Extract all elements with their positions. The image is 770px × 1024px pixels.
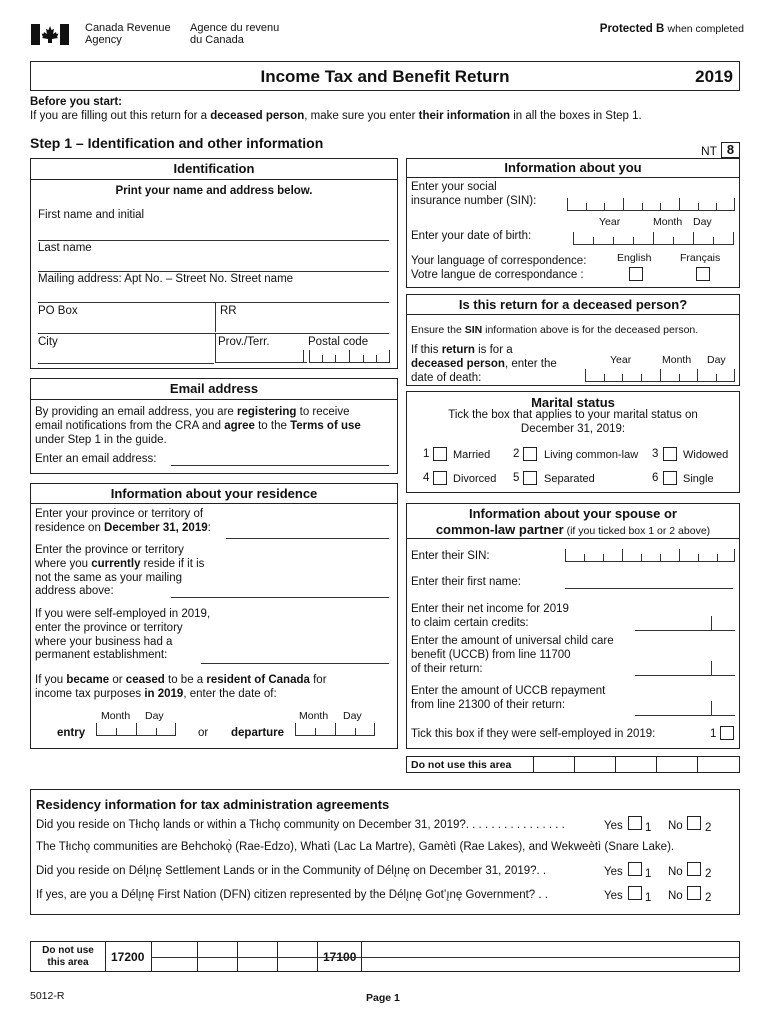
separated-checkbox[interactable] (523, 471, 537, 485)
last-name-field[interactable] (38, 271, 389, 272)
first-name-field[interactable] (38, 240, 389, 241)
canada-flag-logo (31, 24, 69, 45)
rr-label: RR (220, 305, 237, 317)
single-checkbox[interactable] (663, 471, 677, 485)
english-checkbox[interactable] (629, 267, 643, 281)
deceased-question: If this return is for a deceased person, enter the date of death: (411, 344, 557, 384)
identification-section (30, 158, 398, 369)
identification-header: Identification (31, 159, 397, 180)
married-num: 1 (423, 448, 430, 460)
q1-no-checkbox[interactable] (687, 816, 701, 830)
divorced-checkbox[interactable] (433, 471, 447, 485)
nt-value: 8 (721, 142, 740, 158)
q2-no-label: No (668, 866, 683, 878)
title-bar (30, 61, 740, 91)
q1-yes-num: 1 (645, 822, 652, 834)
single-label: Single (683, 473, 714, 485)
departure-date-field[interactable] (295, 724, 375, 736)
q1-no-num: 2 (705, 822, 712, 834)
widowed-num: 3 (652, 448, 659, 460)
q3-yes-label: Yes (604, 890, 623, 902)
residence-province-field[interactable] (226, 538, 389, 539)
mailing-address-field[interactable] (38, 302, 389, 303)
print-instruction: Print your name and address below. (115, 185, 313, 197)
q3-no-checkbox[interactable] (687, 886, 701, 900)
common-law-checkbox[interactable] (523, 447, 537, 461)
q1-yes-label: Yes (604, 820, 623, 832)
spouse-header: Information about your spouse or common-law partner (if you ticked box 1 or 2 above) (407, 506, 739, 539)
email-label: Enter an email address: (35, 453, 157, 465)
departure-day-label: Day (343, 710, 362, 722)
q2-yes-checkbox[interactable] (628, 862, 642, 876)
residency-header: Residency information for tax administration agreements (36, 797, 390, 812)
spouse-sin-label: Enter their SIN: (411, 550, 490, 562)
postal-code-field[interactable] (309, 351, 390, 363)
spouse-net-income-field[interactable] (635, 619, 735, 631)
protected-label: Protected B when completed (599, 23, 744, 35)
residency-q2: Did you reside on Délı̨nę Settlement Lands or in the Community of Délı̨nę on December 31, 2019?. . (36, 865, 547, 877)
residence-q1: Enter your province or territory of residence on December 31, 2019: (35, 508, 211, 534)
mailing-address-label: Mailing address: Apt No. – Street No. Street name (38, 273, 294, 285)
q1-yes-checkbox[interactable] (628, 816, 642, 830)
spouse-self-employed-num: 1 (710, 728, 717, 740)
spouse-uccb-field[interactable] (635, 664, 735, 676)
po-box-rr-field[interactable] (38, 333, 389, 334)
death-year-label: Year (610, 354, 632, 366)
spouse-section (406, 503, 740, 749)
death-date-field[interactable] (585, 370, 735, 382)
city-field[interactable] (38, 363, 214, 364)
dob-label: Enter your date of birth: (411, 230, 532, 242)
email-section (30, 378, 398, 474)
current-province-field[interactable] (171, 597, 389, 598)
prov-label: Prov./Terr. (218, 336, 270, 348)
q1-no-label: No (668, 820, 683, 832)
q2-no-num: 2 (705, 868, 712, 880)
footer-code-17100: 17100 (323, 950, 357, 964)
widowed-checkbox[interactable] (663, 447, 677, 461)
marital-subtext: Tick the box that applies to your marital status on December 31, 2019: (448, 409, 698, 435)
francais-checkbox[interactable] (696, 267, 710, 281)
page-number: Page 1 (366, 992, 400, 1004)
email-field[interactable] (171, 465, 389, 466)
footer-dnu-label: Do not use this area (42, 945, 94, 968)
q2-yes-num: 1 (645, 868, 652, 880)
q3-no-label: No (668, 890, 683, 902)
do-not-use-area (406, 756, 740, 773)
entry-date-field[interactable] (96, 724, 176, 736)
entry-month-label: Month (101, 710, 131, 722)
q2-yes-label: Yes (604, 866, 623, 878)
footer-do-not-use-area (30, 941, 740, 972)
postal-code-label: Postal code (308, 336, 369, 348)
step1-heading: Step 1 – Identification and other information (30, 135, 324, 151)
last-name-label: Last name (38, 242, 92, 254)
departure-label: departure (231, 727, 285, 739)
residence-q3: If you were self-employed in 2019, enter the province or territory where your business had a permanent establishment: (35, 608, 211, 662)
agency-name-fr: Agence du revenu du Canada (190, 22, 280, 46)
residence-q4: If you became or ceased to be a resident of Canada for income tax purposes in 2019, enter the date of: (35, 674, 327, 700)
dob-day-label: Day (693, 216, 712, 228)
business-province-field[interactable] (201, 663, 389, 664)
sin-label: Enter your social insurance number (SIN): (411, 181, 537, 207)
spouse-repay-label: Enter the amount of UCCB repayment from line 21300 of their return: (411, 685, 606, 711)
spouse-sin-field[interactable] (565, 550, 735, 562)
q3-yes-checkbox[interactable] (628, 886, 642, 900)
widowed-label: Widowed (683, 449, 729, 461)
spouse-name-label: Enter their first name: (411, 576, 521, 588)
death-day-label: Day (707, 354, 726, 366)
form-number: 5012-R (30, 990, 65, 1002)
dob-year-label: Year (599, 216, 621, 228)
entry-day-label: Day (145, 710, 164, 722)
residency-note: The Tłıchǫ communities are Behchokǫ̀ (Rae-Edzo), Whatì (Lac La Martre), Gamètì (Rae Lakes), and Wekweètì (Snare Lake). (36, 841, 675, 853)
first-name-label: First name and initial (38, 209, 145, 221)
language-label: Your language of correspondence: Votre langue de correspondance : (411, 255, 587, 281)
email-consent-text: By providing an email address, you are registering to receive email notifications from the CRA and agree to the Terms of use under Step 1 in the guide. (35, 406, 361, 446)
residency-q1: Did you reside on Tłıchǫ lands or within a Tłıchǫ community on December 31, 2019?. . . . . . . . . . . . . . . . (36, 819, 565, 831)
dob-month-label: Month (653, 216, 683, 228)
before-text: If you are filling out this return for a deceased person, make sure you enter their information in all the boxes in Step 1. (30, 110, 642, 122)
spouse-name-field[interactable] (565, 588, 733, 589)
death-month-label: Month (662, 354, 692, 366)
english-label: English (617, 252, 652, 264)
q3-yes-num: 1 (645, 892, 652, 904)
spouse-self-employed-label: Tick this box if they were self-employed in 2019: (411, 728, 656, 740)
francais-label: Français (680, 252, 721, 264)
departure-month-label: Month (299, 710, 329, 722)
residence-header: Information about your residence (31, 484, 397, 504)
marital-section (406, 391, 740, 493)
deceased-section (406, 294, 740, 386)
page-title: Income Tax and Benefit Return (260, 67, 510, 86)
separated-label: Separated (544, 473, 595, 485)
residency-q3: If yes, are you a Délı̨nę First Nation (DFN) citizen represented by the Délı̨nę Got’ı̨nę Government? . . (36, 889, 548, 901)
spouse-self-employed-checkbox[interactable] (720, 726, 734, 740)
agency-name-en: Canada Revenue Agency (85, 22, 171, 46)
marital-header: Marital status (531, 395, 615, 410)
before-heading: Before you start: (30, 96, 123, 108)
common-law-label: Living common-law (544, 449, 639, 461)
deceased-header: Is this return for a deceased person? (407, 295, 739, 315)
married-label: Married (453, 449, 491, 461)
city-label: City (38, 336, 58, 348)
entry-label: entry (57, 727, 86, 739)
divorced-label: Divorced (453, 473, 497, 485)
or-label: or (198, 727, 209, 739)
residency-section (30, 789, 740, 915)
residence-q2: Enter the province or territory where you currently reside if it is not the same as your mailing address above: (35, 544, 205, 598)
separated-num: 5 (513, 472, 520, 484)
footer-code-17200: 17200 (111, 950, 145, 964)
q3-no-num: 2 (705, 892, 712, 904)
about-you-section (406, 158, 740, 288)
deceased-ensure: Ensure the SIN information above is for the deceased person. (411, 324, 699, 336)
spouse-net-income-label: Enter their net income for 2019 to claim certain credits: (411, 603, 569, 629)
nt-label: NT (701, 144, 717, 158)
common-law-num: 2 (513, 448, 520, 460)
spouse-repay-field[interactable] (635, 704, 735, 716)
single-num: 6 (652, 472, 659, 484)
po-box-label: PO Box (38, 305, 78, 317)
do-not-use-label: Do not use this area (411, 759, 512, 771)
about-you-header: Information about you (407, 159, 739, 178)
prov-field[interactable] (215, 351, 307, 363)
q2-no-checkbox[interactable] (687, 862, 701, 876)
divorced-num: 4 (423, 472, 430, 484)
email-header: Email address (31, 379, 397, 400)
spouse-uccb-label: Enter the amount of universal child care benefit (UCCB) from line 11700 of their return: (411, 635, 614, 675)
dob-field[interactable] (573, 233, 734, 245)
sin-field[interactable] (567, 199, 735, 211)
tax-year: 2019 (695, 67, 733, 86)
residence-section (30, 483, 398, 749)
married-checkbox[interactable] (433, 447, 447, 461)
